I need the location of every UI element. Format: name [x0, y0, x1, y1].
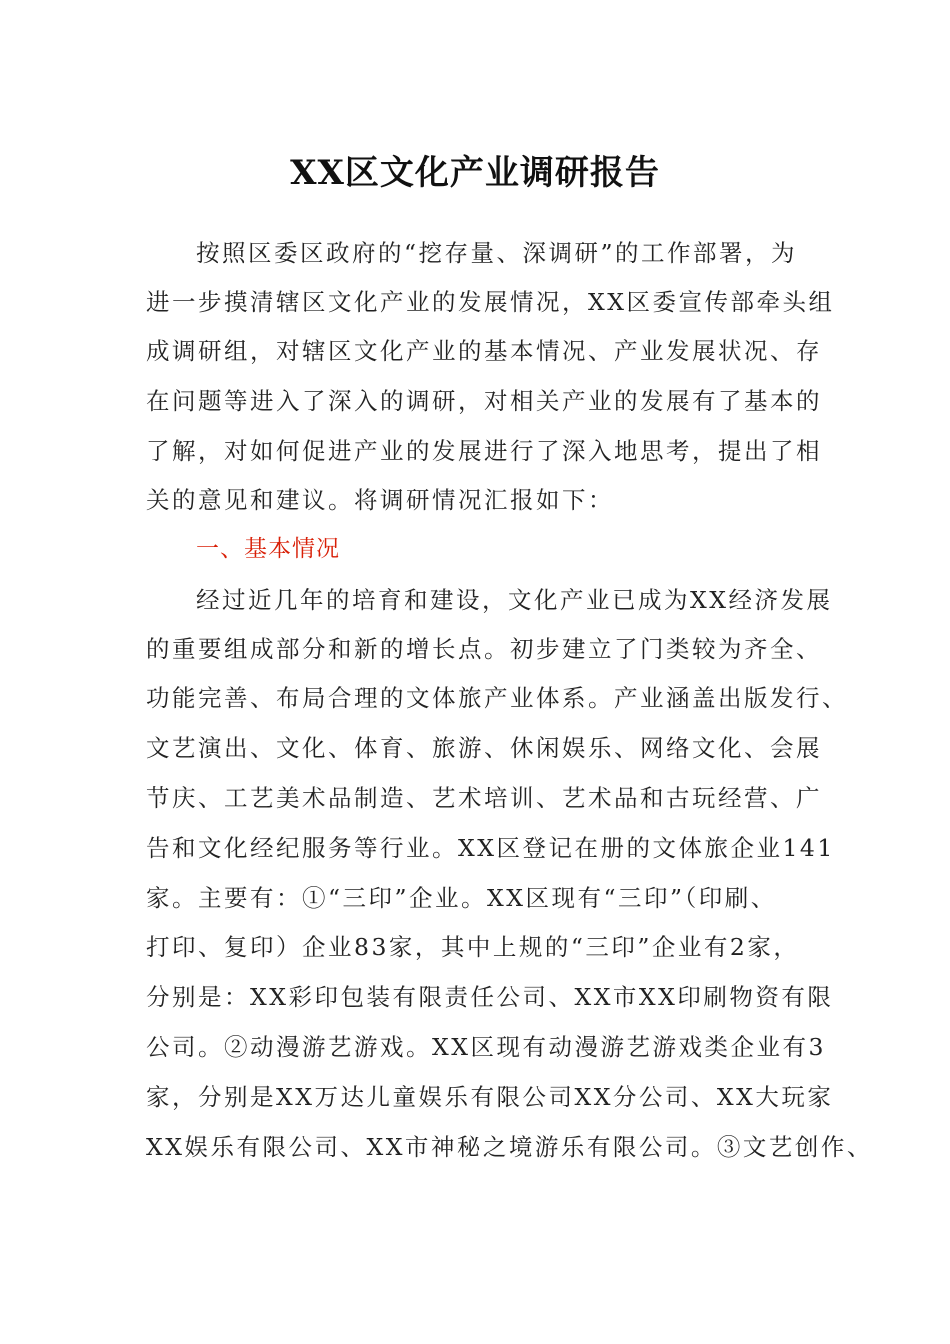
- paragraph-line: 家。主要有：①“三印”企业。XX区现有“三印”（印刷、: [146, 884, 777, 912]
- paragraph-line: 告和文化经纪服务等行业。XX区登记在册的文体旅企业141: [146, 834, 835, 862]
- paragraph-line: 关的意见和建议。将调研情况汇报如下：: [146, 486, 614, 514]
- section-heading: 一、基本情况: [196, 536, 340, 562]
- paragraph-line: 文艺演出、文化、体育、旅游、休闲娱乐、网络文化、会展: [146, 734, 822, 762]
- paragraph-line: 成调研组，对辖区文化产业的基本情况、产业发展状况、存: [146, 337, 822, 365]
- paragraph-line: 分别是：XX彩印包装有限责任公司、XX市XX印刷物资有限: [146, 983, 834, 1011]
- paragraph-line: 的重要组成部分和新的增长点。初步建立了门类较为齐全、: [146, 635, 822, 663]
- paragraph-line: 公司。②动漫游艺游戏。XX区现有动漫游艺游戏类企业有3: [146, 1033, 826, 1061]
- paragraph-line: 进一步摸清辖区文化产业的发展情况，XX区委宣传部牵头组: [146, 288, 835, 316]
- document-title: XX区文化产业调研报告: [290, 153, 660, 193]
- paragraph-line: 家，分别是XX万达儿童娱乐有限公司XX分公司、XX大玩家: [146, 1083, 834, 1111]
- paragraph-line: 了解，对如何促进产业的发展进行了深入地思考，提出了相: [146, 437, 822, 465]
- paragraph-line: 节庆、工艺美术品制造、艺术培训、艺术品和古玩经营、广: [146, 784, 822, 812]
- paragraph-line: 打印、复印）企业83家，其中上规的“三印”企业有2家，: [146, 933, 800, 961]
- paragraph-line: 经过近几年的培育和建设，文化产业已成为XX经济发展: [196, 586, 833, 614]
- paragraph-line: 按照区委区政府的“挖存量、深调研”的工作部署，为: [196, 239, 798, 267]
- paragraph-line: 功能完善、布局合理的文体旅产业体系。产业涵盖出版发行、: [146, 684, 848, 712]
- paragraph-line: XX娱乐有限公司、XX市神秘之境游乐有限公司。③文艺创作、: [146, 1133, 873, 1161]
- paragraph-line: 在问题等进入了深入的调研，对相关产业的发展有了基本的: [146, 387, 822, 415]
